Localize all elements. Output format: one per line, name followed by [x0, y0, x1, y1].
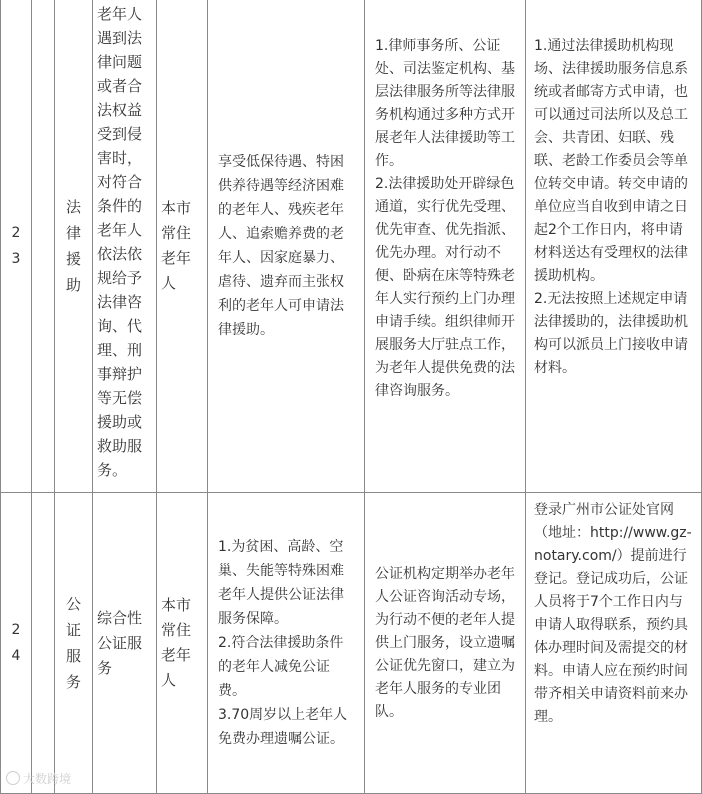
category-cell [55, 0, 93, 493]
row-number: 24 [11, 622, 21, 664]
process-cell [526, 493, 702, 794]
row-number: 23 [11, 224, 21, 267]
process-text: 登录广州市公证处官网（地址：http://www.gz-notary.com/）提前进行登记。登记成功后，公证人员将于7个工作日内与申请人取得联系，预约具体办理时间及需提交的材料。申请人应在预约时间带齐相关申请资料前来办理。 [534, 502, 692, 725]
condition-item: 2.符合法律援助条件的老年人减免公证费。 [218, 635, 344, 699]
target-cell [157, 493, 208, 794]
watermark [6, 770, 71, 787]
spacer-cell [32, 493, 55, 794]
condition-item: 3.70周岁以上老年人免费办理遗嘱公证。 [218, 707, 348, 747]
target-cell [157, 0, 208, 493]
measures-text: 公证机构定期举办老年人公证咨询活动专场，为行动不便的老年人提供上门服务，设立遗嘱公证优先窗口，建立为老年人服务的专业团队。 [375, 565, 515, 720]
table-row [1, 0, 702, 493]
watermark-text: 大数跨境 [23, 772, 72, 786]
measures-cell [365, 493, 526, 794]
measures-cell [365, 0, 526, 493]
conditions-cell [208, 0, 365, 493]
measure-item: 1.律师事务所、公证处、司法鉴定机构、基层法律服务所等法律服务机构通过多种方式开展老年人法律援助等工作。 [375, 38, 515, 169]
category-label: 法律援助 [65, 197, 81, 294]
target-text: 本市常住老年人 [161, 198, 192, 292]
spacer-cell [32, 0, 55, 493]
measure-item: 2.法律援助处开辟绿色通道，实行优先受理、优先审查、优先指派、优先办理。对行动不便、卧病在床等特殊老年人实行预约上门办理申请手续。组织律师开展服务大厅驻点工作，为老年人提供免费的法律咨询服务。 [375, 176, 515, 399]
process-cell [526, 0, 702, 493]
target-text: 本市常住老年人 [161, 596, 192, 689]
row-number-cell [1, 493, 32, 794]
scope-text: 综合性公证服务 [97, 608, 143, 677]
category-cell [55, 493, 93, 794]
scope-text: 老年人遇到法律问题或者合法权益受到侵害时，对符合条件的老年人依法依规给予法律咨询、代理、刑事辩护等无偿援助或救助服务。 [97, 5, 143, 479]
row-number-cell [1, 0, 32, 493]
category-label: 公证服务 [65, 595, 81, 691]
scope-cell [93, 493, 157, 794]
condition-item: 1.为贫困、高龄、空巢、失能等特殊困难老年人提供公证法律服务保障。 [218, 539, 344, 627]
table-row [1, 493, 702, 794]
process-item: 1.通过法律援助机构现场、法律援助服务信息系统或者邮寄方式申请，也可以通过司法所以及总工会、共青团、妇联、残联、老龄工作委员会等单位转交申请。转交申请的单位应当自收到申请之日起2个工作日内，将申请材料送达有受理权的法律援助机构。 [534, 38, 688, 284]
conditions-cell [208, 493, 365, 794]
conditions-text: 享受低保待遇、特困供养待遇等经济困难的老年人、残疾老年人、追索赡养费的老年人、因家庭暴力、虐待、遗弃而主张权利的老年人可申请法律援助。 [218, 153, 344, 338]
process-item: 2.无法按照上述规定申请法律援助的，法律援助机构可以派员上门接收申请材料。 [534, 291, 688, 376]
scope-cell [93, 0, 157, 493]
watermark-logo-icon [6, 771, 20, 785]
